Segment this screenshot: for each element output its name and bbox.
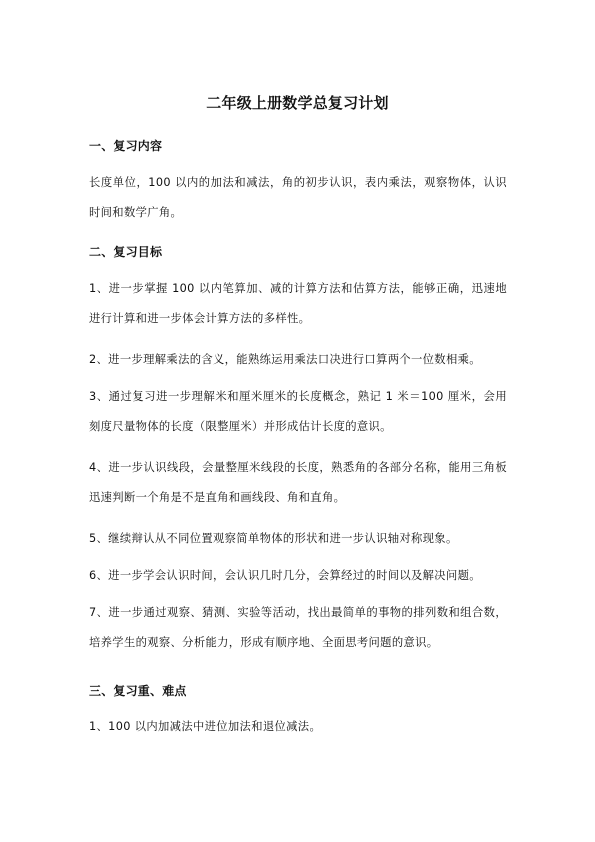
document-title: 二年级上册数学总复习计划 — [206, 94, 389, 112]
paragraph-goal-2: 2、进一步理解乘法的含义，能熟练运用乘法口决进行口算两个一位数相乘。 — [89, 353, 481, 366]
section-heading-review-content: 一、复习内容 — [89, 139, 163, 153]
paragraph-goal-4: 4、进一步认识线段，会量整厘米线段的长度，熟悉角的各部分名称，能用三角板迅速判断一个角是不是直角和画线段、角和直角。 — [89, 461, 507, 504]
paragraph-goal-1: 1、进一步掌握 100 以内笔算加、减的计算方法和估算方法，能够正确，迅速地进行计算和进一步体会计算方法的多样性。 — [89, 282, 507, 325]
section-heading-key-points: 三、复习重、难点 — [89, 684, 187, 698]
paragraph-key-point-1: 1、100 以内加减法中进位加法和退位减法。 — [89, 720, 322, 733]
section-heading-review-goals: 二、复习目标 — [89, 245, 163, 259]
paragraph-goal-6: 6、进一步学会认识时间，会认识几时几分，会算经过的时间以及解决问题。 — [89, 569, 481, 582]
paragraph-goal-5: 5、继续辩认从不同位置观察简单物体的形状和进一步认识轴对称现象。 — [89, 532, 458, 545]
paragraph-goal-7: 7、进一步通过观察、猜测、实验等活动，找出最简单的事物的排列数和组合数，培养学生的观察、分析能力，形成有顺序地、全面思考问题的意识。 — [89, 606, 507, 649]
paragraph-goal-3: 3、通过复习进一步理解米和厘米厘米的长度概念，熟记 1 米＝100 厘米，会用刻度尺量物体的长度（限整厘米）并形成估计长度的意识。 — [89, 390, 507, 433]
paragraph-review-content: 长度单位，100 以内的加法和减法，角的初步认识，表内乘法，观察物体，认识时间和数学广角。 — [89, 176, 507, 219]
